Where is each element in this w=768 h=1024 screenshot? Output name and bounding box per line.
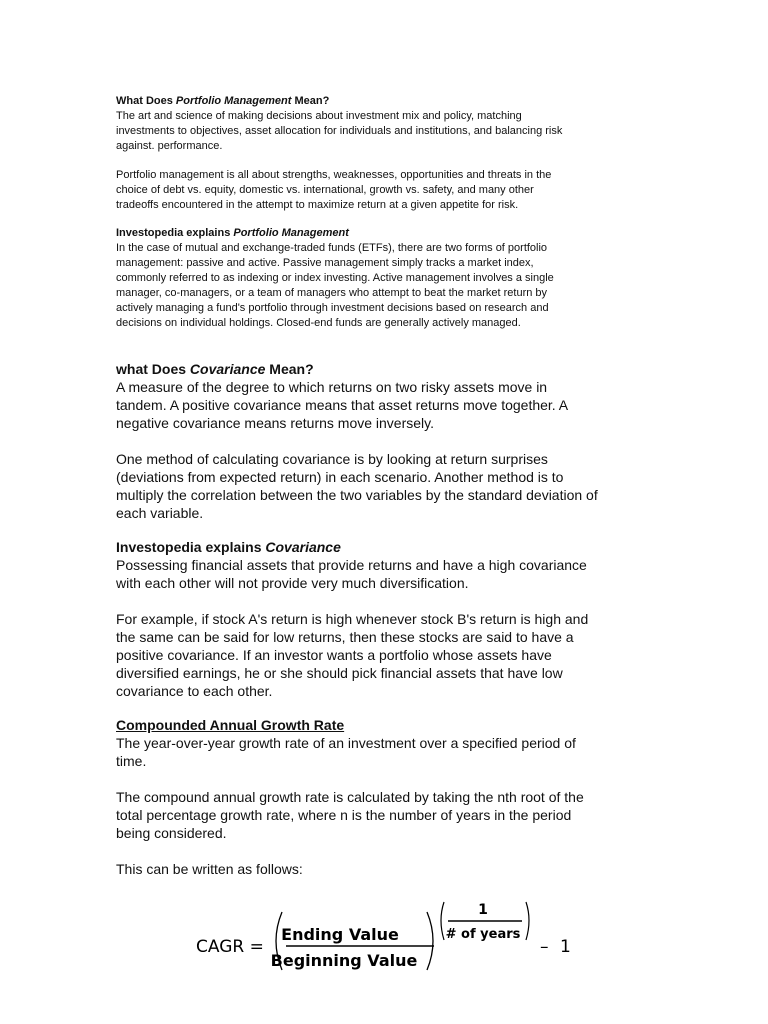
covariance-heading: what Does Covariance Mean? — [116, 361, 314, 377]
cagr-heading: Compounded Annual Growth Rate — [116, 717, 345, 733]
covariance-calculation-paragraph: One method of calculating covariance is by looking at return surprises (deviations from expected return) in each scenario. Another method is to multiply the correlation between the two variables by the standard deviation of each variable. — [116, 451, 598, 521]
formula-one: 1 — [560, 937, 571, 957]
cagr-calculation-paragraph: The compound annual growth rate is calculated by taking the nth root of the total percentage growth rate, where n is the number of years in the period being considered. — [116, 789, 584, 841]
covariance-diversification-paragraph: Possessing financial assets that provide returns and have a high covariance with each other will not provide very much diversification. — [116, 557, 587, 591]
covariance-example-paragraph: For example, if stock A's return is high whenever stock B's return is high and the same can be said for low returns, then these stocks are said to have a positive covariance. If an investor wants a portfolio whose assets have diversified earnings, he or she should pick financial assets that have low covariance to each other. — [116, 611, 589, 699]
formula-numerator: Ending Value — [281, 925, 399, 944]
investopedia-covariance-heading: Investopedia explains Covariance — [116, 539, 341, 555]
exponent-denominator: # of years — [445, 927, 521, 942]
portfolio-management-definition: The art and science of making decisions about investment mix and policy, matching investments to objectives, asset allocation for individuals and institutions, and balancing risk against. performance. — [116, 110, 563, 152]
formula-denominator: Beginning Value — [270, 951, 418, 970]
portfolio-management-heading: What Does Portfolio Management Mean? — [116, 95, 330, 107]
exponent-numerator: 1 — [478, 902, 488, 918]
exponent-left-paren — [441, 902, 444, 940]
covariance-definition: A measure of the degree to which returns on two risky assets move in tandem. A positive covariance means that asset returns move together. A negative covariance means returns move inversely. — [116, 379, 569, 431]
exponent-right-paren — [526, 902, 529, 940]
investopedia-portfolio-heading: Investopedia explains Portfolio Management — [116, 227, 349, 239]
formula-minus: – — [540, 937, 549, 957]
cagr-written-as-paragraph: This can be written as follows: — [116, 861, 303, 877]
cagr-formula — [196, 898, 576, 978]
formula-lhs: CAGR = — [196, 937, 264, 957]
cagr-definition: The year-over-year growth rate of an investment over a specified period of time. — [116, 735, 576, 769]
formula-right-paren — [427, 912, 433, 970]
portfolio-management-swot-paragraph: Portfolio management is all about strengths, weaknesses, opportunities and threats in the choice of debt vs. equity, domestic vs. international, growth vs. safety, and many other tradeoffs encountered in the attempt to maximize return at a given appetite for risk. — [116, 169, 552, 211]
investopedia-portfolio-paragraph: In the case of mutual and exchange-traded funds (ETFs), there are two forms of portfolio management: passive and active. Passive management simply tracks a market index, commonly referred to as indexing or index investing. Active management involves a single manager, co-managers, or a team of managers who attempt to beat the market return by actively managing a fund's portfolio through investment decisions based on research and decisions on individual holdings. Closed-end funds are generally actively managed. — [116, 242, 554, 329]
